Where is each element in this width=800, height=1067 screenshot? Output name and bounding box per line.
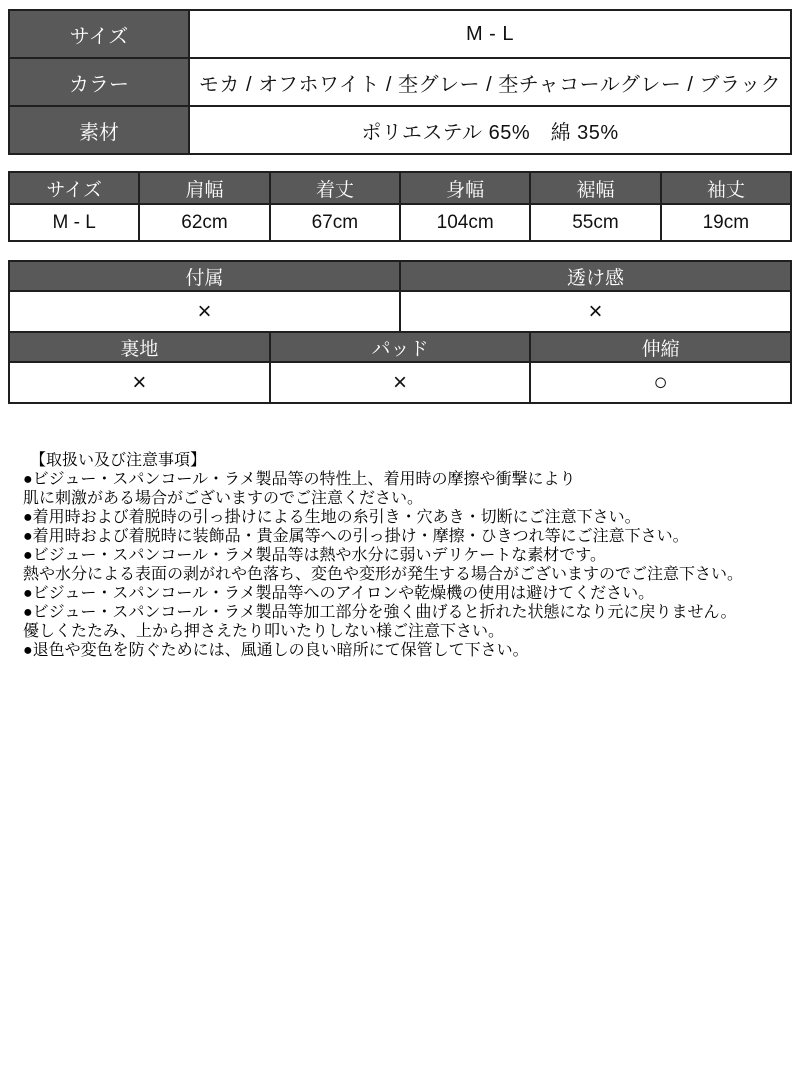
length-value: 67cm bbox=[270, 204, 400, 241]
stretch-value: ○ bbox=[530, 362, 791, 403]
stretch-header: 伸縮 bbox=[530, 332, 791, 362]
table-row bbox=[9, 58, 791, 106]
shoulder-width-header: 肩幅 bbox=[139, 172, 269, 204]
hem-width-header: 裾幅 bbox=[530, 172, 660, 204]
sleeve-length-value: 19cm bbox=[661, 204, 791, 241]
padding-value: × bbox=[270, 362, 531, 403]
lining-header: 裏地 bbox=[9, 332, 270, 362]
care-note-line: ●着用時および着脱時に装飾品・貴金属等への引っ掛け・摩擦・ひきつれ等にご注意下さい。 bbox=[23, 528, 689, 545]
shoulder-width-value: 62cm bbox=[139, 204, 269, 241]
feature-value-row-1 bbox=[9, 291, 791, 332]
care-notes-title: 【取扱い及び注意事項】 bbox=[30, 452, 207, 469]
care-notes bbox=[23, 451, 790, 660]
product-info-table bbox=[8, 9, 792, 155]
table-row bbox=[9, 10, 791, 58]
care-note-line: 肌に刺激がある場合がございますのでご注意ください。 bbox=[23, 490, 424, 507]
length-header: 着丈 bbox=[270, 172, 400, 204]
feature-header-row-1 bbox=[9, 261, 791, 291]
sheerness-value: × bbox=[400, 291, 791, 332]
feature-table bbox=[8, 260, 792, 404]
feature-header-row-2 bbox=[9, 332, 791, 362]
care-note-line: ●ビジュー・スパンコール・ラメ製品等へのアイロンや乾燥機の使用は避けてください。 bbox=[23, 585, 655, 602]
sheerness-header: 透け感 bbox=[400, 261, 791, 291]
feature-value-row-2 bbox=[9, 362, 791, 403]
material-value: ポリエステル 65% 綿 35% bbox=[189, 106, 791, 154]
size-header: サイズ bbox=[9, 172, 139, 204]
measurement-table bbox=[8, 171, 792, 242]
attachments-value: × bbox=[9, 291, 400, 332]
body-width-header: 身幅 bbox=[400, 172, 530, 204]
care-note-line: ●ビジュー・スパンコール・ラメ製品等加工部分を強く曲げると折れた状態になり元に戻りません。 bbox=[23, 604, 737, 621]
table-row bbox=[9, 106, 791, 154]
care-note-line: 優しくたたみ、上から押さえたり叩いたりしない様ご注意下さい。 bbox=[23, 623, 504, 640]
size-value: M - L bbox=[189, 10, 791, 58]
size-label: サイズ bbox=[9, 10, 189, 58]
material-label: 素材 bbox=[9, 106, 189, 154]
size-value: M - L bbox=[9, 204, 139, 241]
padding-header: パッド bbox=[270, 332, 531, 362]
color-label: カラー bbox=[9, 58, 189, 106]
care-note-line: ●ビジュー・スパンコール・ラメ製品等の特性上、着用時の摩擦や衝撃により bbox=[23, 471, 576, 488]
attachments-header: 付属 bbox=[9, 261, 400, 291]
care-note-line: ●着用時および着脱時の引っ掛けによる生地の糸引き・穴あき・切断にご注意下さい。 bbox=[23, 509, 641, 526]
lining-value: × bbox=[9, 362, 270, 403]
care-note-line: 熱や水分による表面の剥がれや色落ち、変色や変形が発生する場合がございますのでご注意下さい。 bbox=[23, 566, 744, 583]
sleeve-length-header: 袖丈 bbox=[661, 172, 791, 204]
care-note-line: ●退色や変色を防ぐためには、風通しの良い暗所にて保管して下さい。 bbox=[23, 642, 529, 659]
color-value: モカ / オフホワイト / 杢グレー / 杢チャコールグレー / ブラック bbox=[189, 58, 791, 106]
measurement-value-row bbox=[9, 204, 791, 241]
body-width-value: 104cm bbox=[400, 204, 530, 241]
hem-width-value: 55cm bbox=[530, 204, 660, 241]
care-note-line: ●ビジュー・スパンコール・ラメ製品等は熱や水分に弱いデリケートな素材です。 bbox=[23, 547, 606, 564]
measurement-header-row bbox=[9, 172, 791, 204]
